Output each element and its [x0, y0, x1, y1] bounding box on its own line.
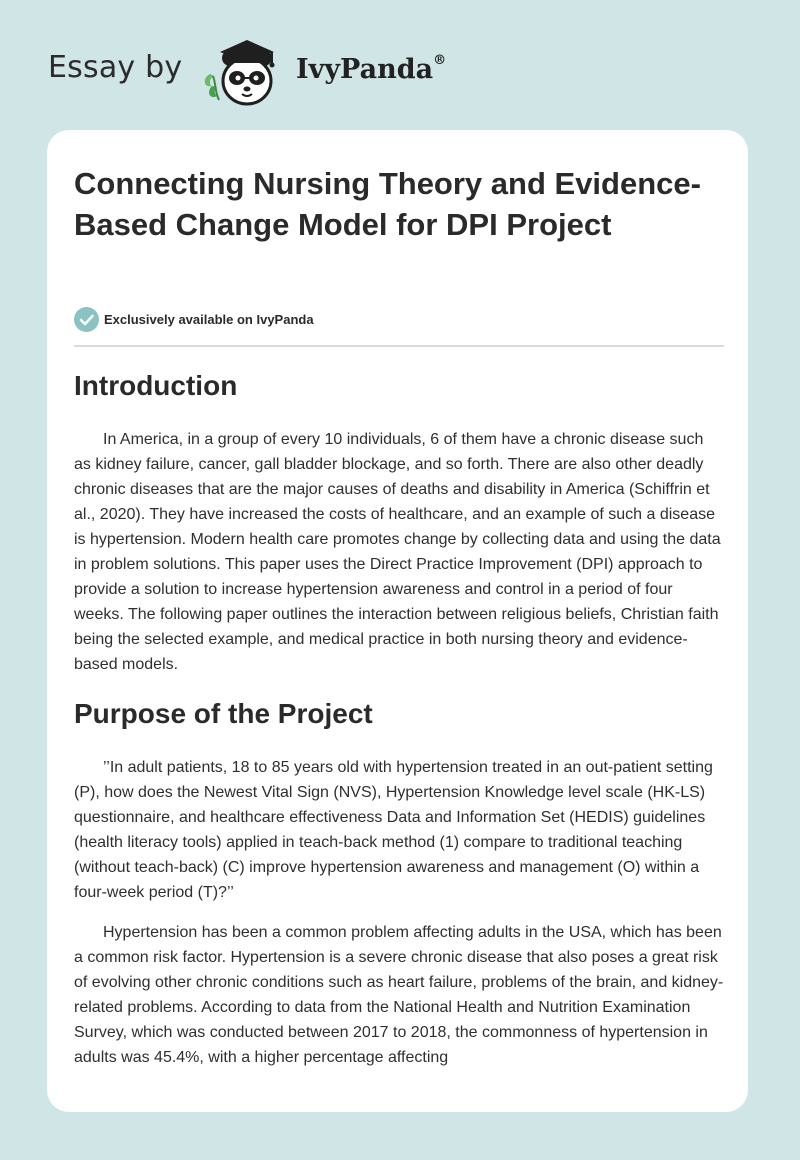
section-heading-introduction: Introduction: [74, 370, 238, 401]
paragraph: In America, in a group of every 10 individuals, 6 of them have a chronic disease such as kidney failure, cancer, gall bladder blockage, and so forth. There are also other deadly chronic diseases that are the major causes of deaths and disability in America (Schiffrin et al., 2020). They have increased the costs of healthcare, and an example of such a disease is hypertension. Modern health care promotes change by collecting data and using the data in problem solutions. This paper uses the Direct Practice Improvement (DPI) approach to provide a solution to increase hypertension awareness and control in a period of four weeks. The following paper outlines the interaction between religious beliefs, Christian faith being the selected example, and medical practice in both nursing theory and evidence-based models.: [74, 431, 721, 673]
panda-graduate-logo-icon[interactable]: [200, 34, 292, 110]
title-divider: [74, 345, 724, 347]
essay-by-label: Essay by: [48, 50, 183, 85]
registered-mark: ®: [433, 53, 447, 68]
essay-title: Connecting Nursing Theory and Evidence-Based Change Model for DPI Project: [74, 166, 701, 242]
paragraph: ’’In adult patients, 18 to 85 years old with hypertension treated in an out-patient setting (P), how does the Newest Vital Sign (NVS), Hypertension Knowledge level scale (HK-LS) questionnaire, and healthcare effectiveness Data and Information Set (HEDIS) guidelines (health literacy tools) applied in teach-back method (1) compare to traditional teaching (without teach-back) (C) improve hypertension awareness and management (O) within a four-week period (T)?’’: [74, 759, 713, 901]
exclusive-badge-label: Exclusively available on IvyPanda: [104, 311, 314, 327]
check-circle-icon: [74, 307, 99, 332]
essay-card: [47, 130, 748, 1112]
section-heading-purpose: Purpose of the Project: [74, 698, 373, 729]
paragraph: Hypertension has been a common problem affecting adults in the USA, which has been a common risk factor. Hypertension is a severe chronic disease that also poses a great risk of evolving other chronic conditions such as heart failure, problems of the brain, and kidney-related problems. According to data from the National Health and Nutrition Examination Survey, which was conducted between 2017 to 2018, the commonness of hypertension in adults was 45.4%, with a higher percentage affecting: [74, 924, 724, 1066]
site-header: [0, 0, 800, 125]
brand-name[interactable]: [296, 54, 446, 85]
exclusive-badge: [74, 306, 314, 332]
brand-text: IvyPanda: [296, 54, 434, 85]
